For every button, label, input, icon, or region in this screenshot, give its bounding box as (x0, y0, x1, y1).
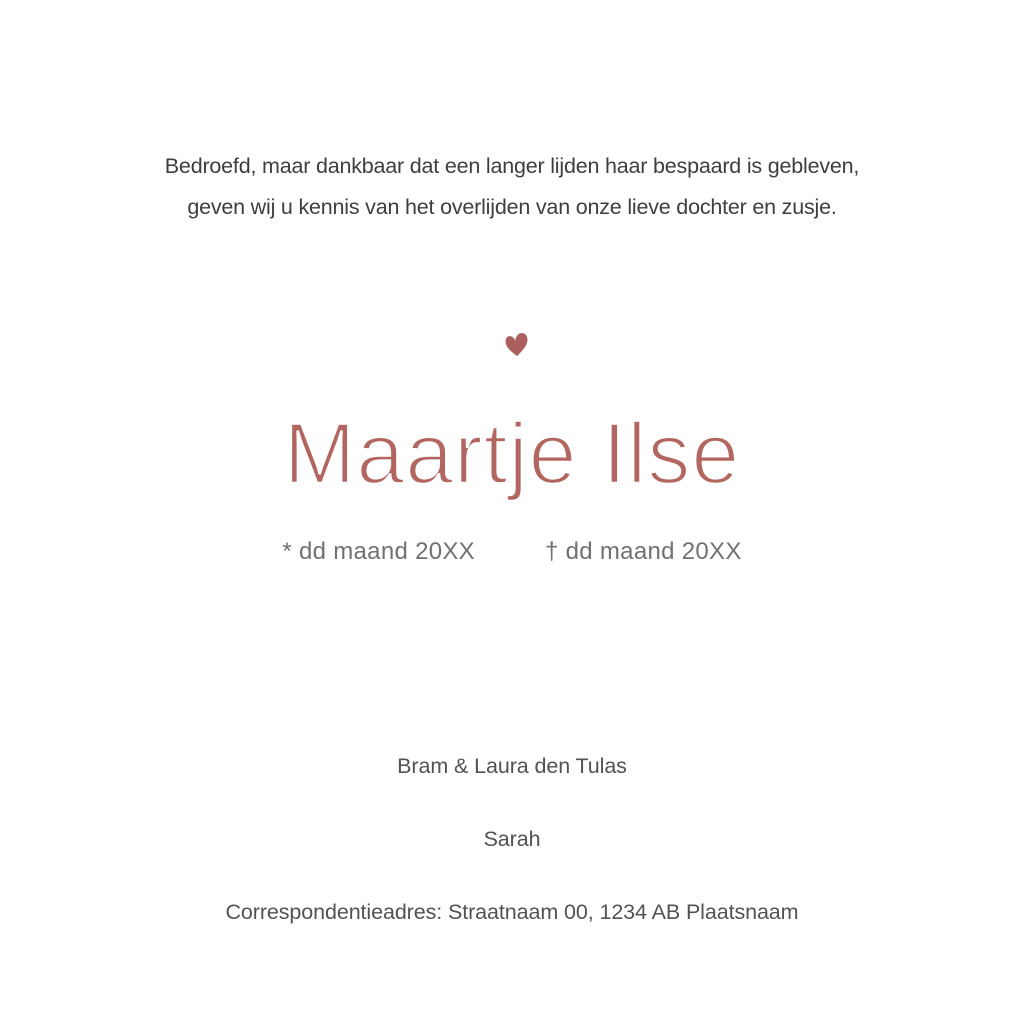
heart-icon (501, 328, 532, 363)
dates-row (0, 536, 1024, 568)
announcement-text (0, 146, 1024, 228)
death-date: † dd maand 20XX (545, 538, 742, 565)
correspondence-address: Correspondentieadres: Straatnaam 00, 1234 AB Plaatsnaam (225, 900, 799, 924)
sibling-name: Sarah (483, 827, 541, 851)
announcement-line-1: Bedroefd, maar dankbaar dat een langer lijden haar bespaard is gebleven, (164, 154, 860, 178)
announcement-line-2: geven wij u kennis van het overlijden van onze lieve dochter en zusje. (187, 195, 837, 219)
birth-date: * dd maand 20XX (282, 538, 475, 565)
parents-names: Bram & Laura den Tulas (397, 754, 627, 778)
deceased-name: Maartje Ilse (283, 406, 741, 502)
